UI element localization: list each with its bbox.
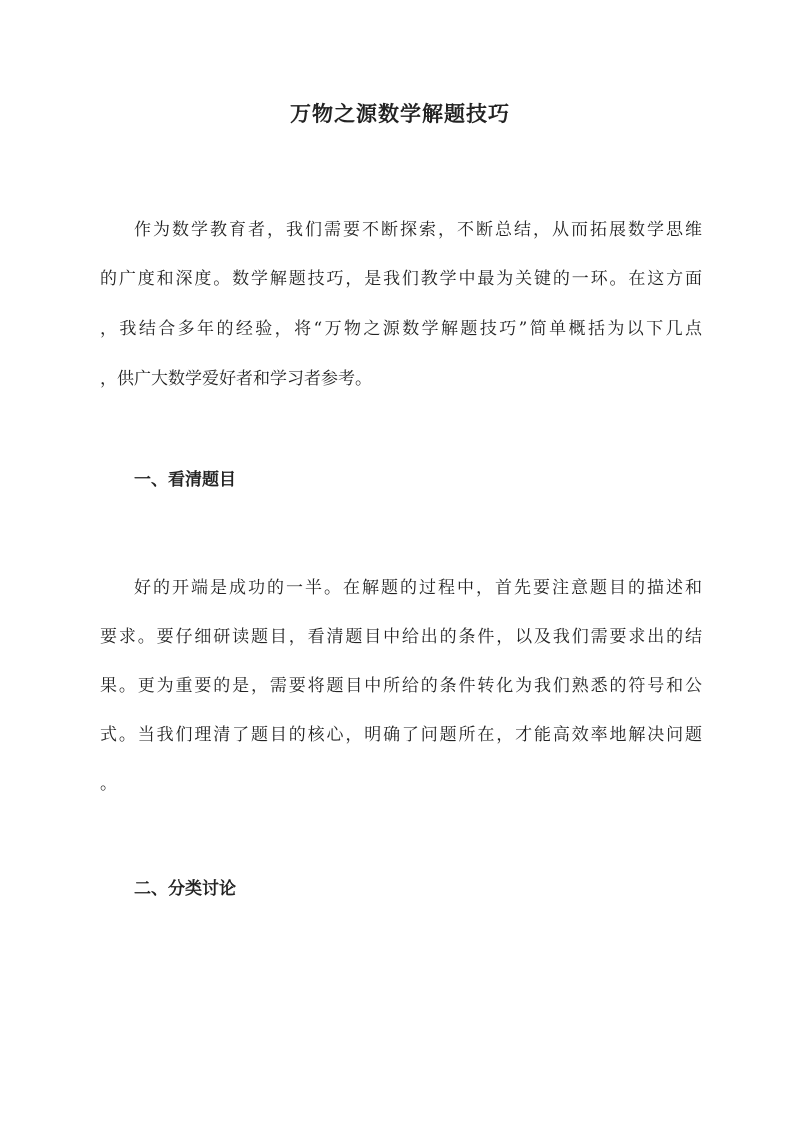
intro-line-4: ，供广大数学爱好者和学习者参考。 <box>100 369 372 389</box>
section1-line-1: 好的开端是成功的一半。在解题的过程中，首先要注意题目的描述和 <box>134 578 702 598</box>
intro-line-2: 的广度和深度。数学解题技巧，是我们教学中最为关键的一环。在这方面 <box>100 269 702 289</box>
section1-line-4: 式。当我们理清了题目的核心，明确了问题所在，才能高效率地解决问题 <box>100 725 702 745</box>
page-title: 万物之源数学解题技巧 <box>290 101 510 126</box>
section-heading-1: 一、看清题目 <box>134 470 236 490</box>
intro-line-1: 作为数学教育者，我们需要不断探索，不断总结，从而拓展数学思维 <box>134 220 702 240</box>
intro-line-3: ，我结合多年的经验，将“万物之源数学解题技巧”简单概括为以下几点 <box>100 319 702 339</box>
section-heading-2: 二、分类讨论 <box>134 879 236 899</box>
section1-line-3: 果。更为重要的是，需要将题目中所给的条件转化为我们熟悉的符号和公 <box>100 676 702 696</box>
section1-line-2: 要求。要仔细研读题目，看清题目中给出的条件，以及我们需要求出的结 <box>100 627 702 647</box>
section1-line-5: 。 <box>100 774 117 794</box>
